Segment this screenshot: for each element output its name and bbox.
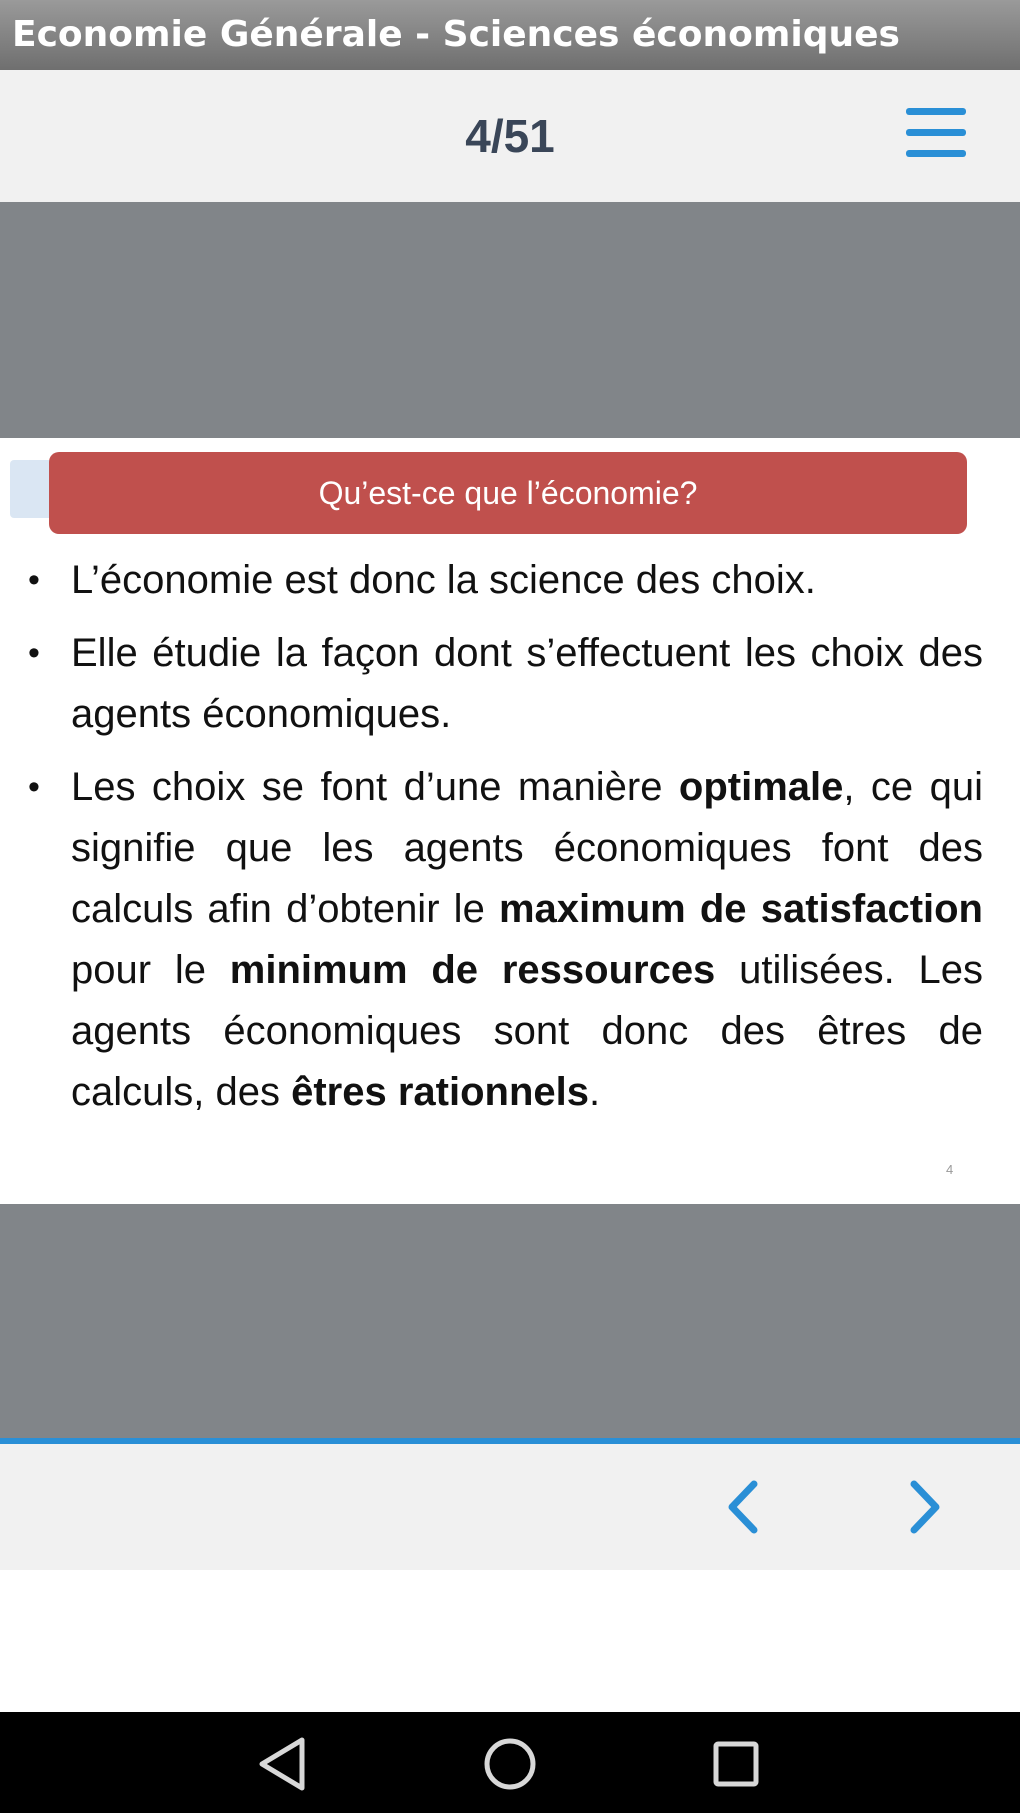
bold-text: optimale: [678, 765, 844, 809]
slide-margin-bottom: [0, 1204, 1020, 1438]
slide-margin-top: [0, 202, 1020, 438]
slide-navigation-bar: [0, 1444, 1020, 1570]
page-counter: 4/51: [465, 110, 555, 162]
chevron-left-icon[interactable]: [710, 1472, 780, 1542]
back-triangle-icon[interactable]: [252, 1732, 316, 1796]
app-title: Economie Générale - Sciences économiques: [12, 14, 900, 55]
bold-text: maximum de satisfaction: [498, 887, 983, 931]
bullet-text: , ce qui signifie que les agents économiques font des calculs afin d’obtenir le: [71, 765, 983, 931]
bullet-item: [28, 757, 983, 1123]
bullet-text: .: [589, 1070, 601, 1114]
bullet-text: Les choix se font d’une manière: [71, 765, 679, 809]
slide-viewer[interactable]: [0, 438, 1020, 1204]
bold-text: êtres rationnels: [291, 1070, 589, 1114]
bullet-text: L’économie est donc la science des choix.: [71, 558, 816, 602]
slide-bullet-list: [28, 550, 983, 1135]
slide-title: Qu’est-ce que l’économie?: [49, 452, 967, 534]
bullet-item: [28, 623, 983, 745]
bold-text: minimum de ressources: [229, 948, 716, 992]
hamburger-menu-icon[interactable]: [900, 106, 970, 166]
top-toolbar: [0, 70, 1020, 202]
home-circle-icon[interactable]: [478, 1732, 542, 1796]
bullet-text: utilisées. Les agents économiques sont donc des êtres de calculs, des: [71, 948, 984, 1114]
recent-apps-square-icon[interactable]: [704, 1732, 768, 1796]
system-navigation-bar: [0, 1712, 1020, 1813]
slide-number: 4: [946, 1162, 954, 1177]
bullet-item: [28, 550, 983, 611]
chevron-right-icon[interactable]: [888, 1472, 958, 1542]
bullet-text: Elle étudie la façon dont s’effectuent les choix des agents économiques.: [71, 631, 983, 736]
bullet-text: pour le: [71, 948, 230, 992]
app-title-bar: [0, 0, 1020, 70]
